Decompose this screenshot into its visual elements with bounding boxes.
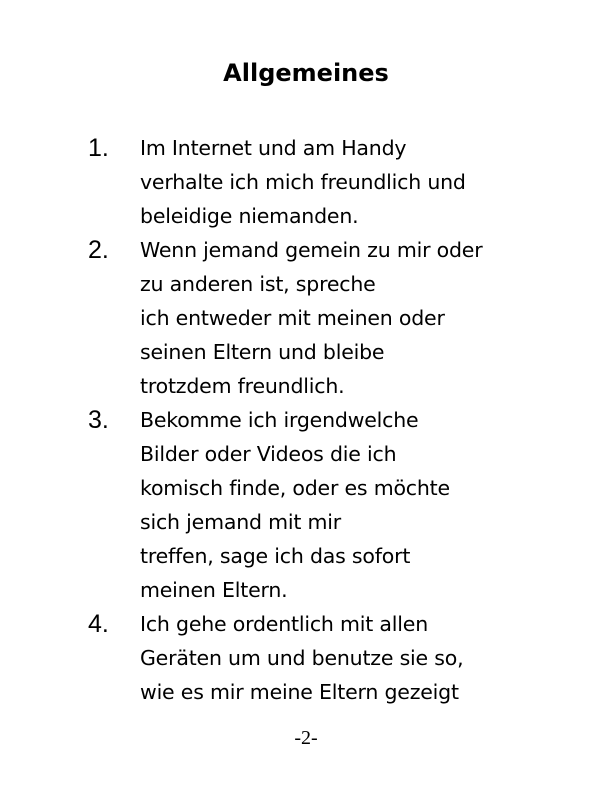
- list-item-text-line: Bekomme ich irgendwelche: [140, 408, 419, 432]
- list-item-number: 3.: [88, 406, 109, 434]
- list-item-text-line: trotzdem freundlich.: [140, 374, 345, 398]
- page-number: -2-: [294, 727, 318, 749]
- list-item-4: [88, 607, 588, 709]
- list-item-1: [88, 131, 588, 233]
- list-item-text-line: seinen Eltern und bleibe: [140, 340, 385, 364]
- list-item-text-line: komisch finde, oder es möchte: [140, 476, 450, 500]
- list-item-2: [88, 233, 588, 403]
- list-item-text-line: wie es mir meine Eltern gezeigt: [140, 680, 459, 704]
- list-item-text-line: sich jemand mit mir: [140, 510, 342, 534]
- list-item-text-line: Geräten um und benutze sie so,: [140, 646, 464, 670]
- list-item-number: 2.: [88, 236, 109, 264]
- list-item-number: 1.: [88, 134, 109, 162]
- list-item-text-line: Wenn jemand gemein zu mir oder: [140, 238, 483, 262]
- list-item-text-line: Ich gehe ordentlich mit allen: [140, 612, 428, 636]
- rules-list: [88, 131, 588, 709]
- list-item-text-line: beleidige niemanden.: [140, 204, 359, 228]
- list-item-number: 4.: [88, 610, 109, 638]
- list-item-text-line: verhalte ich mich freundlich und: [140, 170, 466, 194]
- list-item-3: [88, 403, 588, 607]
- list-item-text-line: Bilder oder Videos die ich: [140, 442, 397, 466]
- page-title: Allgemeines: [223, 59, 389, 87]
- list-item-text-line: ich entweder mit meinen oder: [140, 306, 445, 330]
- list-item-text-line: zu anderen ist, spreche: [140, 272, 376, 296]
- list-item-text-line: treffen, sage ich das sofort: [140, 544, 411, 568]
- list-item-text-line: Im Internet und am Handy: [140, 136, 407, 160]
- list-item-text-line: meinen Eltern.: [140, 578, 288, 602]
